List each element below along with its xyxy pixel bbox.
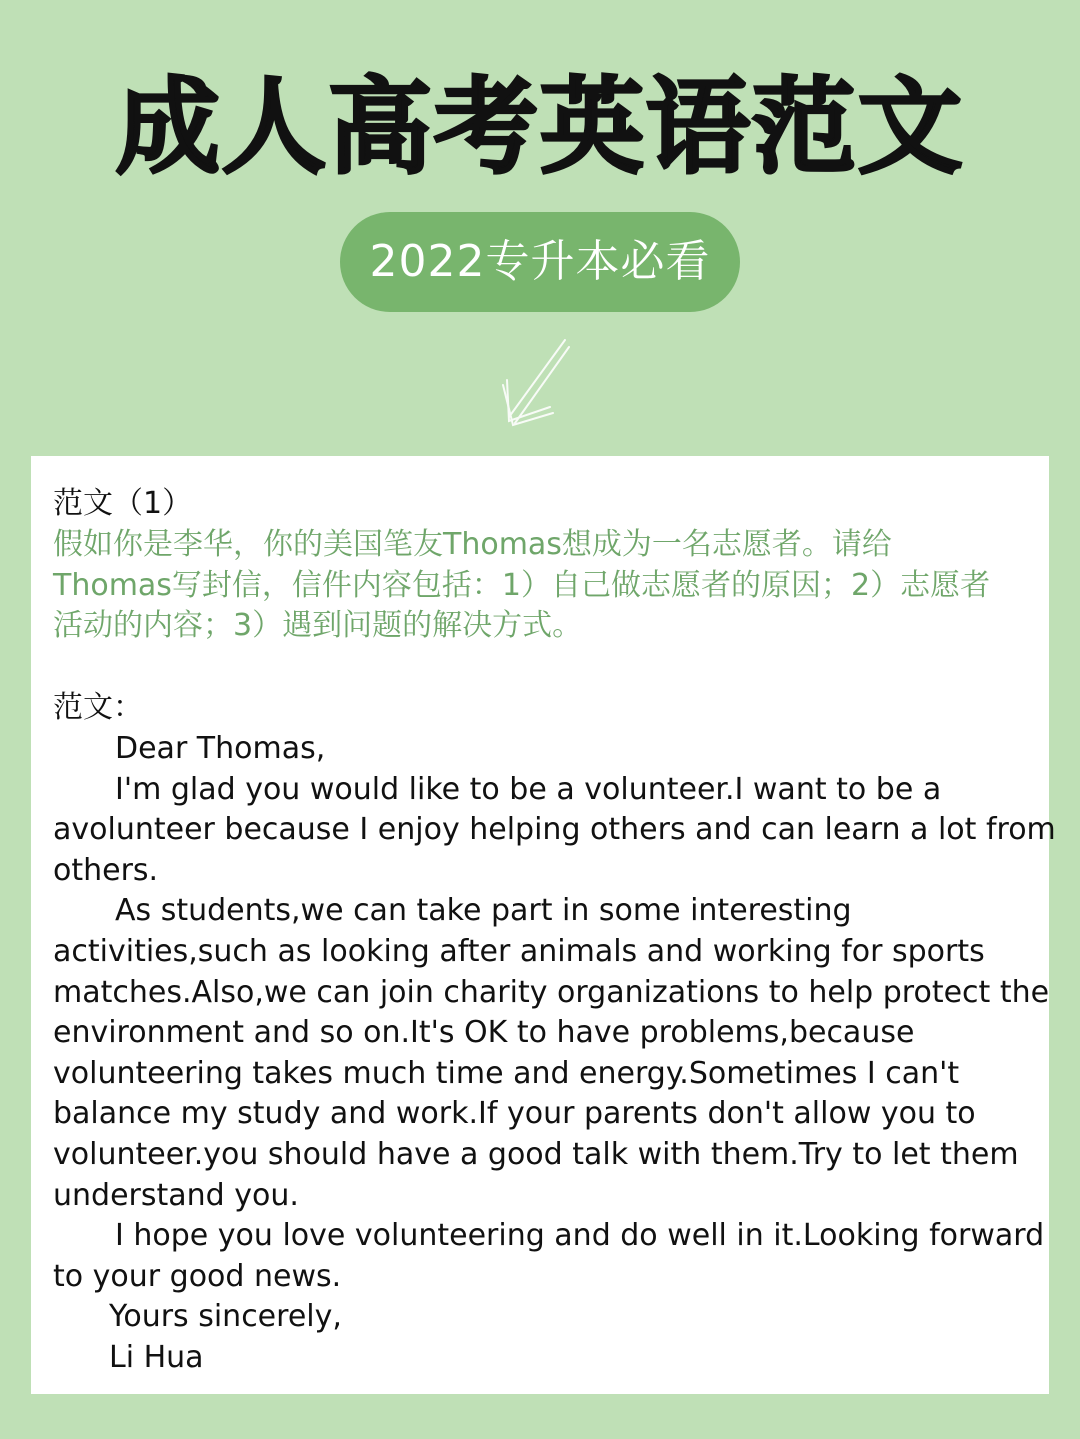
- letter-line: avolunteer because I enjoy helping others and can learn a lot from: [53, 812, 1056, 848]
- letter-line: I'm glad you would like to be a volunteer.I want to be a: [115, 771, 942, 807]
- letter-line: environment and so on.It's OK to have problems,because: [53, 1015, 915, 1051]
- letter-line: activities,such as looking after animals and working for sports: [53, 933, 985, 969]
- letter-line: matches.Also,we can join charity organizations to help protect the: [53, 974, 1050, 1010]
- sample-label: 范文：: [53, 690, 143, 725]
- letter-line: balance my study and work.If your parents don't allow you to: [53, 1096, 976, 1132]
- letter-paragraph-2: [53, 891, 1050, 1216]
- letter-line: others.: [53, 852, 159, 888]
- letter-line: understand you.: [53, 1177, 299, 1213]
- letter-line: volunteer.you should have a good talk with them.Try to let them: [53, 1136, 1019, 1172]
- letter-paragraph-3: [53, 1216, 1045, 1297]
- subtitle-badge: 2022专升本必看: [340, 212, 740, 312]
- task-description: [53, 525, 1028, 647]
- task-description-line: 假如你是李华，你的美国笔友Thomas想成为一名志愿者。请给: [53, 527, 892, 562]
- letter-signature: Li Hua: [109, 1339, 204, 1375]
- letter-line: to your good news.: [53, 1258, 342, 1294]
- letter-greeting: Dear Thomas,: [115, 731, 326, 766]
- letter-line: I hope you love volunteering and do well in it.Looking forward: [115, 1218, 1045, 1254]
- letter-paragraph-1: [53, 770, 1056, 892]
- task-description-line: Thomas写封信，信件内容包括：1）自己做志愿者的原因；2）志愿者: [53, 567, 991, 603]
- task-description-line: 活动的内容；3）遇到问题的解决方式。: [53, 608, 583, 644]
- down-arrow-icon: [495, 335, 585, 435]
- page-title: 成人高考英语范文: [115, 66, 964, 188]
- sample-letter: [53, 729, 1056, 1379]
- task-heading: 范文（1）: [53, 486, 193, 521]
- letter-closing: Yours sincerely,: [109, 1299, 342, 1335]
- letter-line: As students,we can take part in some interesting: [115, 893, 852, 929]
- letter-line: volunteering takes much time and energy.Sometimes I can't: [53, 1055, 960, 1091]
